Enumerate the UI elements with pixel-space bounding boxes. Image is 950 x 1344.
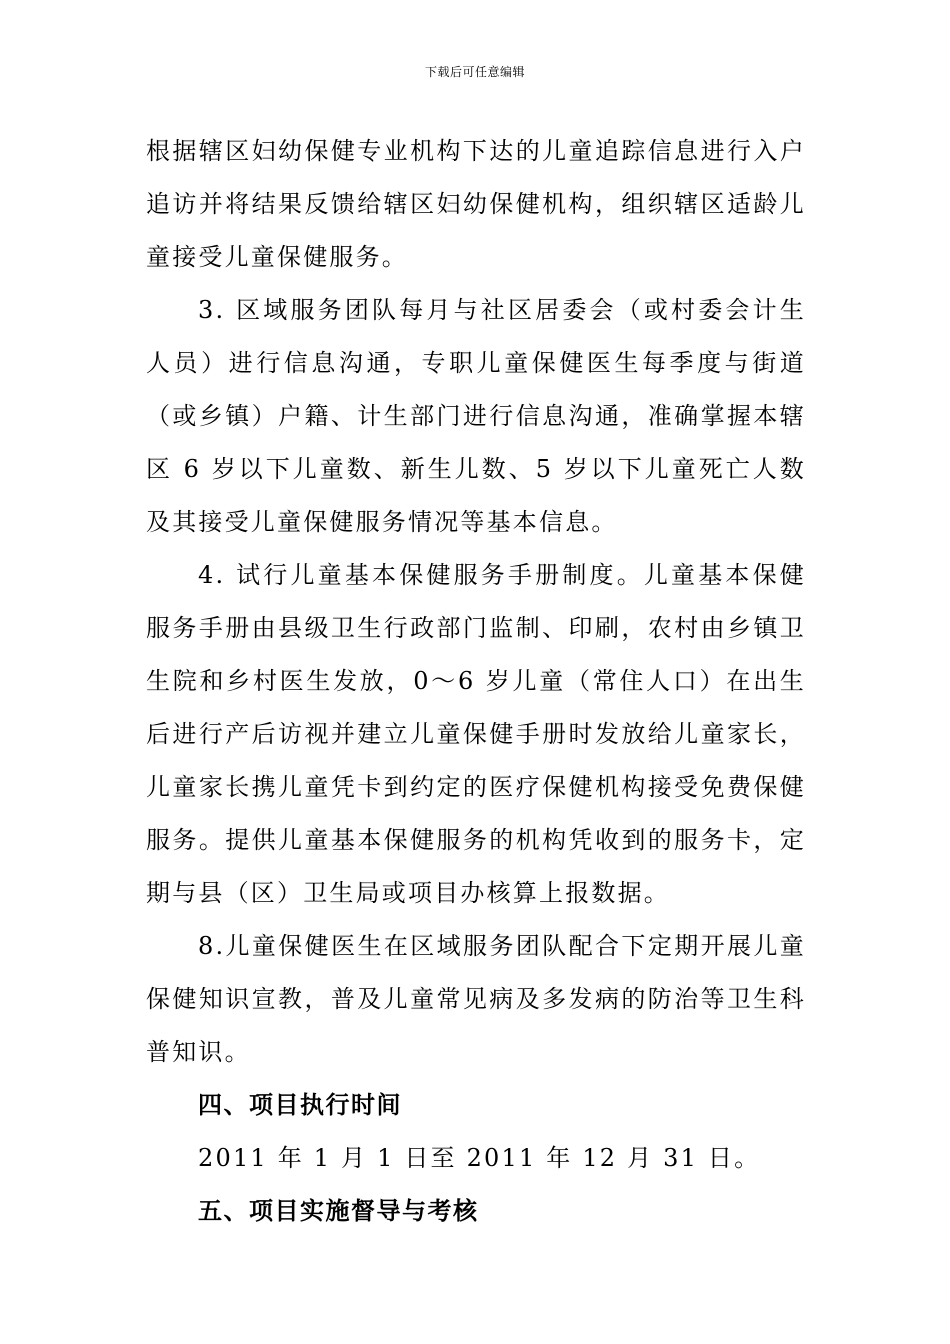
document-body <box>146 125 806 1238</box>
paragraph-item-4: 4. 试行儿童基本保健服务手册制度。儿童基本保健服务手册由县级卫生行政部门监制、印刷，农村由乡镇卫生院和乡村医生发放，0～6 岁儿童（常住人口）在出生后进行产后访视并建立儿童保健手册时发放给儿童家长，儿童家长携儿童凭卡到约定的医疗保健机构接受免费保健服务。提供儿童基本保健服务的机构凭收到的服务卡，定期与县（区）卫生局或项目办核算上报数据。 <box>146 561 806 907</box>
paragraph-item-8: 8.儿童保健医生在区域服务团队配合下定期开展儿童保健知识宣教，普及儿童常见病及多发病的防治等卫生科普知识。 <box>146 932 806 1066</box>
paragraph-item-3: 3. 区域服务团队每月与社区居委会（或村委会计生人员）进行信息沟通，专职儿童保健医生每季度与街道（或乡镇）户籍、计生部门进行信息沟通，准确掌握本辖区 6 岁以下儿童数、新生儿数、5 岁以下儿童死亡人数及其接受儿童保健服务情况等基本信息。 <box>146 296 806 536</box>
header-note: 下载后可任意编辑 <box>424 65 525 79</box>
execution-time-body: 2011 年 1 月 1 日至 2011 年 12 月 31 日。 <box>198 1144 761 1172</box>
paragraph-tracking-followup: 根据辖区妇幼保健专业机构下达的儿童追踪信息进行入户追访并将结果反馈给辖区妇幼保健机构，组织辖区适龄儿童接受儿童保健服务。 <box>146 137 806 271</box>
section-heading-execution-time: 四、项目执行时间 <box>198 1091 402 1119</box>
section-heading-supervision: 五、项目实施督导与考核 <box>198 1197 479 1225</box>
